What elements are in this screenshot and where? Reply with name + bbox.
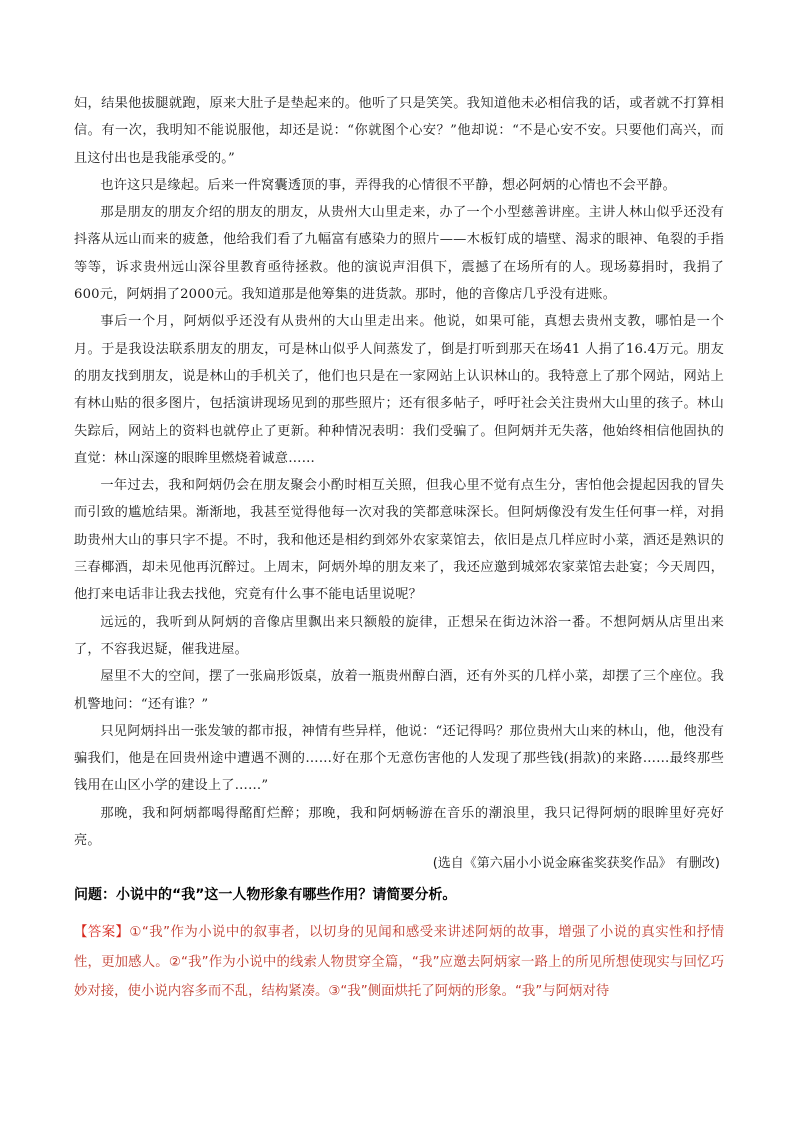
story-paragraph-3: 那是朋友的朋友介绍的朋友的朋友，从贵州大山里走来，办了一个小型慈善讲座。主讲人林山似乎还没有抖落从远山而来的疲惫，他给我们看了九幅富有感染力的照片——木板钉成的墙壁、渴求的眼神、龟裂的手指等等，诉求贵州远山深谷里教育亟待拯救。他的演说声泪俱下，震撼了在场所有的人。现场募捐时，我捐了600元，阿炳捐了2000元。我知道那是他筹集的进货款。那时，他的音像店几乎没有进账。 xyxy=(74,205,724,303)
story-paragraph-9: 那晚，我和阿炳都喝得酩酊烂醉；那晚，我和阿炳畅游在音乐的潮浪里，我只记得阿炳的眼眸里好亮好亮。 xyxy=(74,805,724,849)
source-citation: (选自《第六届小小说金麻雀奖获奖作品》 有删改) xyxy=(432,856,720,871)
story-paragraph-8: 只见阿炳抖出一张发皱的都市报，神情有些异样，他说：“还记得吗？那位贵州大山来的林山，他，他没有骗我们，他是在回贵州途中遭遇不测的……好在那个无意伤害他的人发现了那些钱(捐款)的来路……最终那些钱用在山区小学的建设上了……” xyxy=(74,723,724,794)
question-prompt: 问题：小说中的“我”这一人物形象有哪些作用？请简要分析。 xyxy=(74,887,457,903)
story-paragraph-1: 妇，结果他拔腿就跑，原来大肚子是垫起来的。他听了只是笑笑。我知道他未必相信我的话，或者就不打算相信。有一次，我明知不能说服他，却还是说：“你就图个心安？”他却说：“不是心安不安。只要他们高兴，而且这付出也是我能承受的。” xyxy=(74,96,724,166)
answer-tag: 【答案】 xyxy=(74,925,130,940)
story-paragraph-2: 也许这只是缘起。后来一件窝囊透顶的事，弄得我的心情很不平静，想必阿炳的心情也不会平静。 xyxy=(100,177,677,193)
story-excerpt xyxy=(74,90,724,854)
answer-text: ①“我”作为小说中的叙事者，以切身的见闻和感受来讲述阿炳的故事，增强了小说的真实性和抒情性，更加感人。②“我”作为小说中的线索人物贯穿全篇，“我”应邀去阿炳家一路上的所见所想使现实与回忆巧妙对接，使小说内容多而不乱，结构紧凑。③“我”侧面烘托了阿炳的形象。“我”与阿炳对待 xyxy=(74,925,724,999)
story-paragraph-6: 远远的，我听到从阿炳的音像店里飘出来只额般的旋律，正想呆在街边沐浴一番。不想阿炳从店里出来了，不容我迟疑，催我进屋。 xyxy=(74,614,724,657)
story-paragraph-5: 一年过去，我和阿炳仍会在朋友聚会小酌时相互关照，但我心里不觉有点生分，害怕他会提起因我的冒失而引致的尴尬结果。渐渐地，我甚至觉得他每一次对我的笑都意味深长。但阿炳像没有发生任何事一样，对捐助贵州大山的事只字不提。不时，我和他还是相约到郊外农家菜馆去，依旧是点几样应时小菜，酒还是熟识的三春椰酒，却未见他再沉醉过。上周末，阿炳外埠的朋友来了，我还应邀到城郊农家菜馆去赴宴；今天周四，他打来电话非让我去找他，究竟有什么事不能电话里说呢？ xyxy=(74,478,724,603)
story-paragraph-4: 事后一个月，阿炳似乎还没有从贵州的大山里走出来。他说，如果可能，真想去贵州支教，哪怕是一个月。于是我设法联系朋友的朋友，可是林山似乎人间蒸发了，倒是打听到那天在场41 人捐了16.4万元。朋友的朋友找到朋友，说是林山的手机关了，他们也只是在一家网站上认识林山的。我特意上了那个网站，网站上有林山贴的很多图片，包括演讲现场见到的那些照片；还有很多帖子，呼吁社会关注贵州大山里的孩子。林山失踪后，网站上的资料也就停止了更新。种种情况表明：我们受骗了。但阿炳并无失落，他始终相信他固执的直觉：林山深邃的眼眸里燃烧着诚意…… xyxy=(74,314,724,466)
answer-block xyxy=(74,918,724,1007)
story-paragraph-7: 屋里不大的空间，摆了一张扁形饭桌，放着一瓶贵州醇白酒，还有外买的几样小菜，却摆了三个座位。我机警地问：“还有谁？” xyxy=(74,669,724,712)
